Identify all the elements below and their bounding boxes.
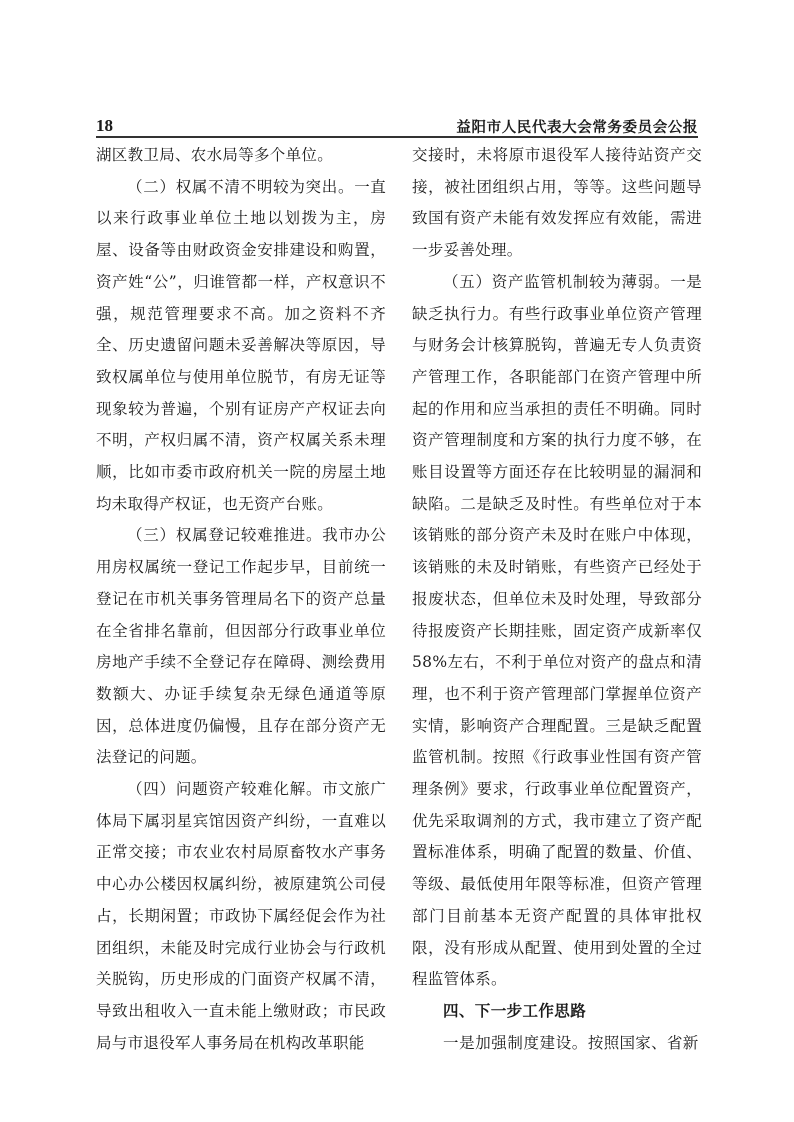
paragraph-body: 一是缺乏执行力。有些行政事业单位资产管理与财务会计核算脱钩，普遍无专人负责资产管理工作，各职能部门在资产管理中所起的作用和应当承担的责任不明确。同时资产管理制度和方案的执行力度不够，在账目设置等方面还存在比较明显的漏洞和缺陷。二是缺乏及时性。有些单位对于本该销账的部分资产未及时在账户中体现，该销账的未及时销账，有些资产已经处于报废状态，但单位未及时处理，导致部分待报废资产长期挂账，固定资产成新率仅 58%左右，不利于单位对资产的盘点和清理，也不利于资产管理部门掌握单位资产实情，影响资产合理配置。三是缺乏配置监管机制。按照《行政事业性国有资产管理条例》要求，行政事业单位配置资产，优先采取调剂的方式，我市建立了资产配置标准体系，明确了配置的数量、价值、等级、最低使用年限等标准，但资产管理部门目前基本无资产配置的具体审批权限，没有形成从配置、使用到处置的全过程监管体系。: [412, 272, 702, 989]
paragraph-continuation: 交接时，未将原市退役军人接待站资产交接，被社团组织占用，等等。这些问题导致国有资产未能有效发挥应有效能，需进一步妥善处理。: [412, 146, 702, 260]
paragraph-body: 按照国家、省新: [587, 1033, 699, 1052]
paragraph-body: 市文旅广体局下属羽星宾馆因资产纠纷，一直难以正常交接；市农业农村局原畜牧水产事务中心办公楼因权属纠纷，被原建筑公司侵占，长期闲置；市政协下属经促会作为社团组织，未能及时完成行业协会与行政机关脱钩，历史形成的门面资产权属不清，导致出租收入一直未能上缴财政；市民政局与市退役军人事务局在机构改革职能: [96, 780, 387, 1052]
paragraph-lead: （五）资产监管机制较为薄弱。: [443, 272, 671, 291]
paragraph-registration: [96, 520, 386, 774]
header-rule: [96, 136, 698, 138]
paragraph-continuation: 湖区教卫局、农水局等多个单位。: [96, 146, 334, 164]
page-number: 18: [96, 116, 113, 135]
paragraph-body: 我市办公用房权属统一登记工作起步早，目前统一登记在市机关事务管理局名下的资产总量在全省排名靠前，但因部分行政事业单位房地产手续不全登记存在障碍、测绘费用数额大、办证手续复杂无绿色通道等原因，总体进度仍偏慢，且存在部分资产无法登记的问题。: [96, 526, 387, 767]
paragraph-lead: 一是加强制度建设。: [443, 1033, 588, 1052]
paragraph-lead: （三）权属登记较难推进。: [127, 526, 323, 545]
paragraph-lead: （二）权属不清不明较为突出。: [127, 177, 355, 196]
left-column: [96, 140, 386, 1059]
journal-title: 益阳市人民代表大会常务委员会公报: [456, 120, 698, 136]
section-heading: 四、下一步工作思路: [443, 1001, 587, 1020]
paragraph-ownership-unclear: [96, 172, 386, 521]
paragraph-lead: （四）问题资产较难化解。: [127, 780, 323, 799]
paragraph-body: 一直以来行政事业单位土地以划拨为主，房屋、设备等由财政资金安排建设和购置，资产姓“公”，归谁管都一样，产权意识不强，规范管理要求不高。加之资料不齐全、历史遗留问题未妥善解决等原因，导致权属单位与使用单位脱节，有房无证等现象较为普遍，个别有证房产产权证去向不明，产权归属不清，资产权属关系未理顺，比如市委市政府机关一院的房屋土地均未取得产权证，也无资产台账。: [96, 177, 386, 513]
paragraph-supervision: [412, 267, 702, 996]
page-header: [96, 114, 698, 136]
paragraph-problem-assets: [96, 774, 386, 1059]
paragraph-system-building: [412, 1028, 702, 1060]
right-column: [412, 140, 702, 1059]
